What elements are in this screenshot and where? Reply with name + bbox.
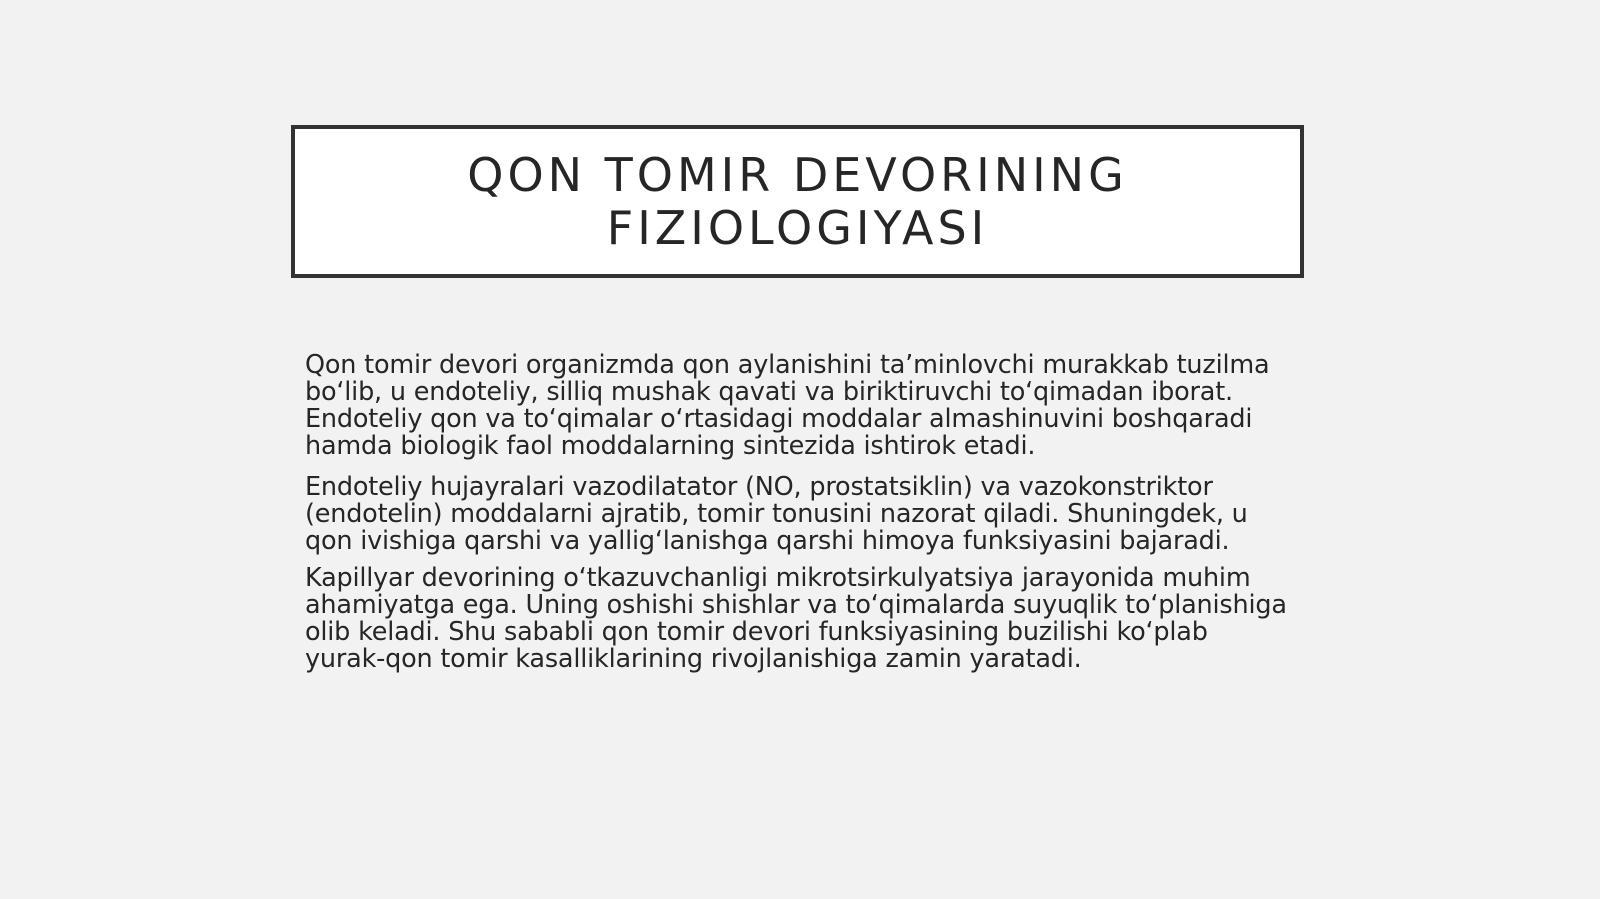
paragraph-2: Endoteliy hujayralari vazodilatator (NO, prostatsiklin) va vazokonstriktor (endotelin) moddalarni ajratib, tomir tonusini nazorat qiladi. Shuningdek, u qon ivishiga qarshi va yallig‘lanishga qarshi himoya funksiyasini bajaradi. xyxy=(305,472,1248,556)
title-box xyxy=(291,125,1304,278)
slide-body xyxy=(305,352,1295,687)
paragraph-1: Qon tomir devori organizmda qon aylanishini ta’minlovchi murakkab tuzilma bo‘lib, u endoteliy, silliq mushak qavati va biriktiruvchi to‘qimadan iborat. Endoteliy qon va to‘qimalar o‘rtasidagi moddalar almashinuvini boshqaradi hamda biologik faol moddalarning sintezida ishtirok etadi. xyxy=(305,350,1270,461)
slide-title: QON TOMIR DEVORINING FIZIOLOGIYASI xyxy=(467,147,1128,255)
paragraph-3: Kapillyar devorining o‘tkazuvchanligi mikrotsirkulyatsiya jarayonida muhim ahamiyatga ega. Uning oshishi shishlar va to‘qimalarda suyuqlik to‘planishiga olib keladi. Shu sababli qon tomir devori funksiyasining buzilishi ko‘plab yurak-qon tomir kasalliklarining rivojlanishiga zamin yaratadi. xyxy=(305,563,1287,674)
